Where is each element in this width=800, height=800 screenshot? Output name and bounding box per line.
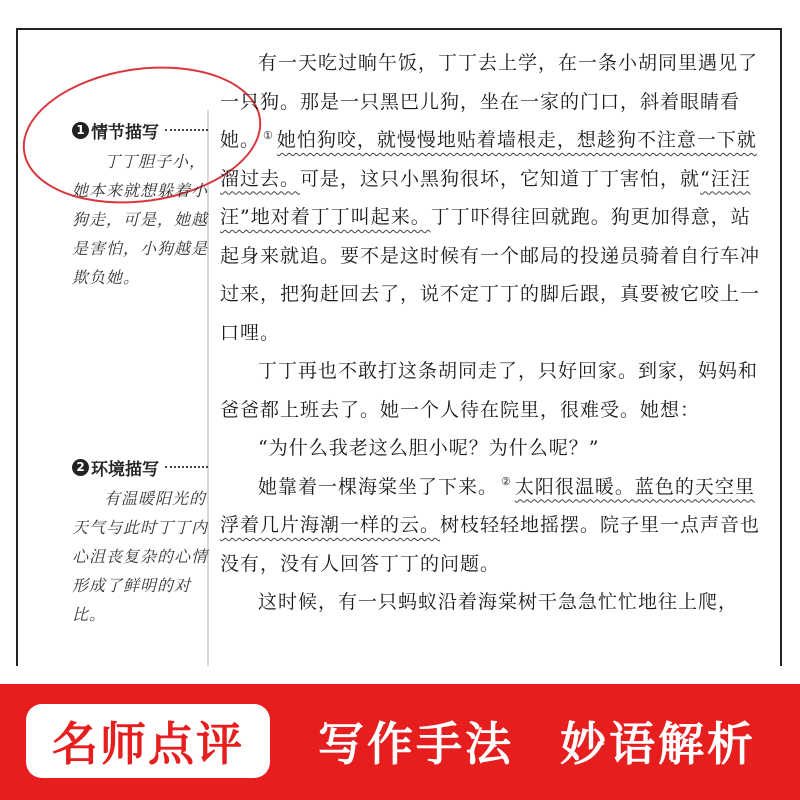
dotted-leader	[165, 129, 208, 131]
dotted-leader	[165, 466, 208, 468]
text-run: 树枝轻轻地摇摆。院子里一点声音也没有，没有人回答丁丁的问题。	[220, 514, 761, 575]
paragraph-2: 丁丁再也不敢打这条胡同走了，只好回家。到家，妈妈和爸爸都上班去了。她一个人待在院里，很难受。她想：	[220, 360, 759, 421]
annotation-marker-1: ①	[263, 128, 274, 142]
text-run: 她靠着一棵海棠坐了下来。	[258, 475, 499, 498]
paragraph-4	[220, 468, 762, 584]
text-run: 有一天吃过晌午饭，丁丁去上学，在一条小胡同里遇见了一只狗。那是一只黑巴儿狗，坐在一家的门口，斜着眼睛看她。	[220, 52, 759, 151]
paragraph-1	[220, 44, 762, 352]
annotation-marker-2: ②	[501, 475, 512, 489]
side-note-1-heading	[72, 118, 208, 143]
side-note-2-title: 环境描写	[91, 460, 159, 480]
story-text	[220, 44, 762, 622]
wavy-underlined-text-2: “汪汪汪”地对着丁丁叫起来。	[220, 167, 751, 228]
paragraph-3: “为什么我老这么胆小呢？为什么呢？”	[258, 437, 600, 459]
wavy-underlined-text-3: 太阳很温暖。蓝色的天空里浮着几片海潮一样的云。	[220, 475, 755, 536]
writing-technique-label: 写作手法	[318, 717, 514, 771]
paragraph-5: 这时候，有一只蚂蚁沿着海棠树干急急忙忙地往上爬，	[258, 591, 739, 613]
text-run: 可是，这只小黑狗很坏，它知道丁丁害怕，就	[300, 167, 701, 190]
side-note-1-number: 1	[72, 122, 89, 139]
side-note-1-title: 情节描写	[91, 123, 159, 143]
side-note-1-body: 丁丁胆子小，她本来就想躲着小狗走，可是，她越是害怕，小狗越是欺负她。	[72, 152, 209, 287]
teacher-review-badge: 名师点评	[26, 704, 270, 778]
side-note-2-number: 2	[72, 459, 89, 476]
side-note-2-heading	[72, 455, 208, 480]
phrase-analysis-label: 妙语解析	[560, 717, 756, 771]
text-run: 丁丁吓得往回就跑。狗更加得意，站起身来就追。要不是这时候有一个邮局的投递员骑着自行车冲过来，把狗赶回去了，说不定丁丁的脚后跟，真要被它咬上一口哩。	[220, 206, 761, 344]
side-note-1	[72, 118, 208, 292]
wavy-underlined-text-1: 她怕狗咬，就慢慢地贴着墙根走，想趁狗不注意一下就溜过去。	[220, 129, 757, 190]
side-note-2-body: 有温暖阳光的天气与此时丁丁内心沮丧复杂的心情形成了鲜明的对比。	[72, 489, 209, 624]
side-note-2	[72, 455, 208, 629]
